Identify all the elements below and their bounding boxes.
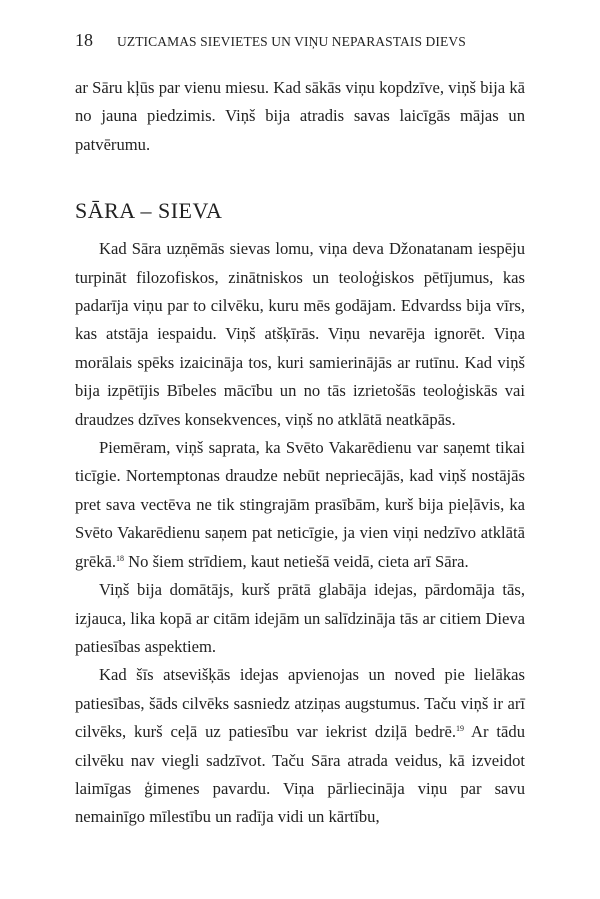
paragraph-3: Viņš bija domātājs, kurš prātā glabāja idejas, pārdomāja tās, izjauca, lika kopā ar citām idejām un salīdzināja tās ar citiem Dieva patiesības aspektiem. [75,580,525,656]
paragraph-2 [75,434,525,576]
section-heading: SĀRA – SIEVA [75,198,223,224]
footnote-ref-18[interactable]: 18 [116,553,124,563]
page-body [75,74,525,832]
paragraph-1: Kad Sāra uzņēmās sievas lomu, viņa deva Džonatanam iespēju turpināt filozofiskos, zinātniskos un teoloģiskos pētījumus, kas padarīja viņu par to cilvēku, kuru mēs godājam. Edvardss bija vīrs, kas atstāja iespaidu. Viņš atšķīrās. Viņu nevarēja ignorēt. Viņa morālais spēks izaicināja tos, kuri samierinājās ar rutīnu. Kad viņš bija izpētījis Bībeles mācību un no tās izrietošās teoloģiskās vai draudzes dzīves konsekvences, viņš no atklātā neatkāpās. [75,239,525,429]
paragraph-4-tail: Ar tādu cilvēku nav viegli sadzīvot. Taču Sāra atrada veidus, kā izveidot laimīgas ģimenes pavardu. Viņa pārliecināja viņu par savu nemainīgo mīlestību un radīja vidi un kārtību, [75,722,525,827]
continued-paragraph: ar Sāru kļūs par vienu miesu. Kad sākās viņu kopdzīve, viņš bija kā no jauna piedzimis. Viņš bija atradis savas laicīgās mājas un patvērumu. [75,78,525,154]
running-title: UZTICAMAS SIEVIETES UN VIŅU NEPARASTAIS DIEVS [117,34,466,49]
paragraph-4-text: Kad šīs atsevišķās idejas apvienojas un noved pie lielākas patiesības, šāds cilvēks sasniedz atziņas augstumus. Taču viņš ir arī cilvēks, kurš ceļā uz patiesību var iekrist dziļā bedrē. [75,665,525,742]
paragraph-4 [75,661,525,831]
footnote-ref-19[interactable]: 19 [456,724,465,734]
paragraph-2-text: Piemēram, viņš saprata, ka Svēto Vakarēdienu var saņemt tikai ticīgie. Nortemptonas draudze nebūt nepriecājās, kad viņš nostājās pret sava vectēva ne tik stingrajām prasībām, kurš bija pieļāvis, ka Svēto Vakarēdienu saņem pat neticīgie, ja vien viņi nedzīvo atklātā grēkā. [75,438,525,571]
running-header [75,30,535,54]
paragraph-2-tail: No šiem strīdiem, kaut netiešā veidā, cieta arī Sāra. [124,551,469,571]
page-number: 18 [75,30,93,50]
